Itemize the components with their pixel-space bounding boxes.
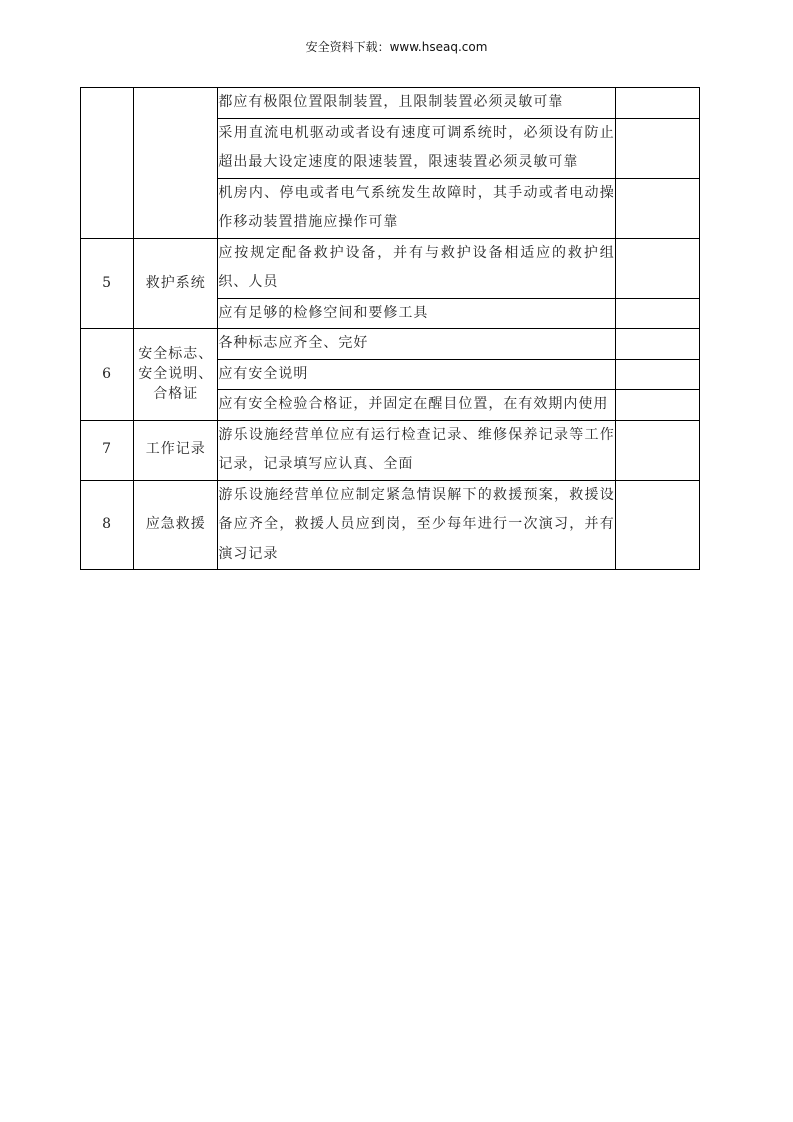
check-result-cell <box>615 480 699 570</box>
item-name-cell: 应急救援 <box>134 480 218 570</box>
requirement-cell: 应按规定配备救护设备，并有与救护设备相适应的救护组织、人员 <box>218 238 615 298</box>
table-row <box>81 480 700 570</box>
item-name-cell: 救护系统 <box>134 238 218 329</box>
check-result-cell <box>615 298 699 329</box>
item-number-cell: 6 <box>81 329 134 421</box>
table-row <box>81 420 700 480</box>
inspection-table <box>80 87 700 570</box>
item-number-cell: 5 <box>81 238 134 329</box>
check-result-cell <box>615 359 699 390</box>
item-name-cell: 安全标志、安全说明、合格证 <box>134 329 218 421</box>
requirement-cell: 游乐设施经营单位应制定紧急情误解下的救援预案，救援设备应齐全，救援人员应到岗，至少每年进行一次演习，并有演习记录 <box>218 480 615 570</box>
check-result-cell <box>615 88 699 119</box>
item-number-cell <box>81 88 134 239</box>
table-row <box>81 238 700 298</box>
requirement-cell: 机房内、停电或者电气系统发生故障时，其手动或者电动操作移动装置措施应操作可靠 <box>218 178 615 238</box>
table-row <box>81 88 700 119</box>
requirement-cell: 采用直流电机驱动或者设有速度可调系统时，必须设有防止超出最大设定速度的限速装置，限速装置必须灵敏可靠 <box>218 118 615 178</box>
requirement-cell: 应有安全说明 <box>218 359 615 390</box>
item-name-cell: 工作记录 <box>134 420 218 480</box>
requirement-cell: 应有安全检验合格证，并固定在醒目位置，在有效期内使用 <box>218 390 615 421</box>
item-number-cell: 8 <box>81 480 134 570</box>
requirement-cell: 游乐设施经营单位应有运行检查记录、维修保养记录等工作记录，记录填写应认真、全面 <box>218 420 615 480</box>
check-result-cell <box>615 390 699 421</box>
requirement-cell: 都应有极限位置限制装置，且限制装置必须灵敏可靠 <box>218 88 615 119</box>
item-name-cell <box>134 88 218 239</box>
table-row <box>81 329 700 360</box>
page-header: 安全资料下载：www.hseaq.com <box>305 40 488 54</box>
requirement-cell: 各种标志应齐全、完好 <box>218 329 615 360</box>
item-number-cell: 7 <box>81 420 134 480</box>
check-result-cell <box>615 178 699 238</box>
check-result-cell <box>615 238 699 298</box>
check-result-cell <box>615 329 699 360</box>
check-result-cell <box>615 420 699 480</box>
check-result-cell <box>615 118 699 178</box>
requirement-cell: 应有足够的检修空间和要修工具 <box>218 298 615 329</box>
